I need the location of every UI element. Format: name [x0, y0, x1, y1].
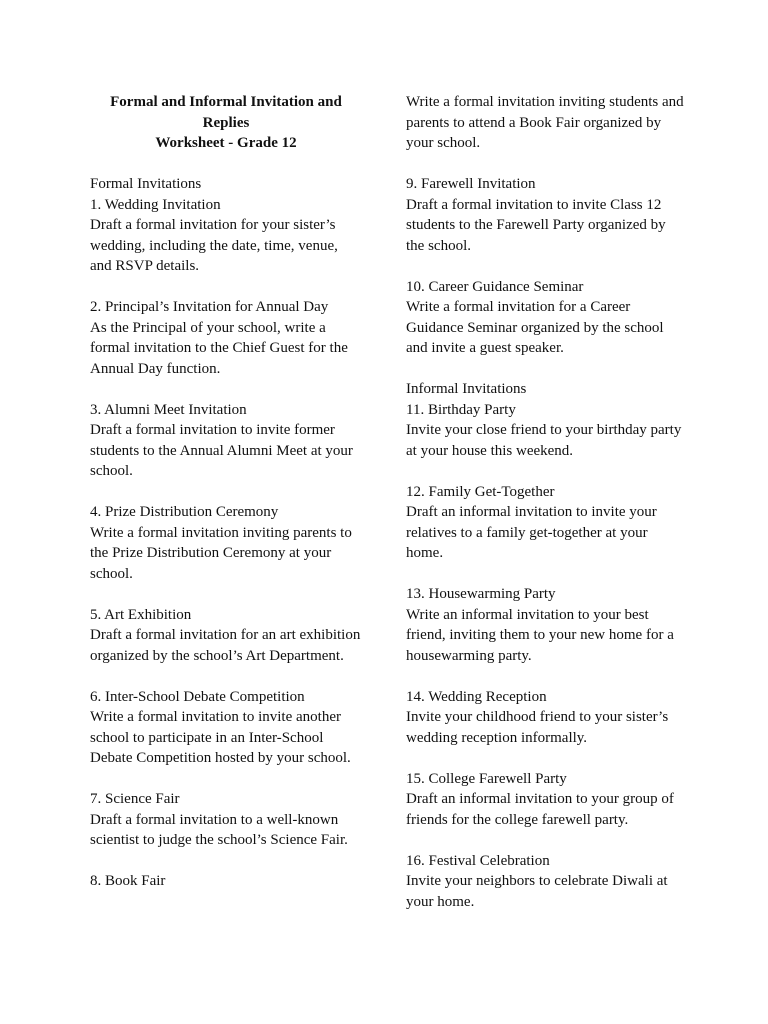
page-subtitle: Worksheet - Grade 12: [155, 135, 297, 151]
page-title-line2: Replies: [202, 114, 250, 131]
item-body: Invite your close friend to your birthday party at your house this weekend.: [406, 422, 682, 459]
list-item: [406, 482, 684, 564]
item-body: Write an informal invitation to your best friend, inviting them to your new home for a housewarming party.: [406, 606, 674, 664]
item-body: Invite your childhood friend to your sister’s wedding reception informally.: [406, 709, 669, 746]
list-item: [90, 297, 362, 379]
item-heading: 8. Book Fair: [90, 873, 166, 889]
item-body: Invite your neighbors to celebrate Diwali at your home.: [406, 873, 668, 910]
item-heading: 14. Wedding Reception: [406, 688, 547, 705]
title-block: [90, 92, 362, 154]
item-heading: 15. College Farewell Party: [406, 770, 567, 787]
list-item: [90, 195, 362, 277]
item-heading: 6. Inter-School Debate Competition: [90, 688, 305, 705]
item-heading: 5. Art Exhibition: [90, 606, 192, 623]
item-body-continued: Write a formal invitation inviting students and parents to attend a Book Fair organized by your school.: [406, 94, 684, 151]
page-title-line1: Formal and Informal Invitation and: [110, 94, 342, 110]
left-column: [90, 92, 362, 892]
list-item: [406, 174, 684, 256]
item-body: Write a formal invitation to invite another school to participate in an Inter-School Debate Competition hosted by your school.: [90, 709, 351, 766]
list-item: [90, 789, 362, 851]
item-heading: 2. Principal’s Invitation for Annual Day: [90, 299, 329, 315]
item-heading: 1. Wedding Invitation: [90, 196, 221, 213]
item-body: Draft an informal invitation to your group of friends for the college farewell party.: [406, 791, 674, 828]
list-item: [406, 687, 684, 749]
item-heading: 10. Career Guidance Seminar: [406, 278, 584, 295]
list-item: [90, 687, 362, 769]
item-body: Draft an informal invitation to invite your relatives to a family get-together at your home.: [406, 504, 657, 561]
section-heading-informal: Informal Invitations: [406, 381, 527, 397]
list-item: [90, 502, 362, 584]
list-item: [406, 769, 684, 831]
item-body: Draft a formal invitation to a well-known scientist to judge the school’s Science Fair.: [90, 811, 348, 848]
item-body: Write a formal invitation inviting parents to the Prize Distribution Ceremony at your school.: [90, 524, 352, 582]
list-item: [90, 605, 362, 667]
item-heading: 13. Housewarming Party: [406, 586, 556, 602]
item-heading: 11. Birthday Party: [406, 401, 516, 418]
item-heading: 3. Alumni Meet Invitation: [90, 401, 247, 418]
section-heading-formal: Formal Invitations: [90, 176, 202, 192]
item-body: Draft a formal invitation to invite former students to the Annual Alumni Meet at your school.: [90, 422, 353, 479]
item-heading: 9. Farewell Invitation: [406, 176, 536, 192]
item-body: Draft a formal invitation to invite Class 12 students to the Farewell Party organized by the school.: [406, 196, 666, 254]
item-body: Draft a formal invitation for an art exhibition organized by the school’s Art Department.: [90, 627, 361, 664]
item-heading: 7. Science Fair: [90, 791, 180, 807]
item-body: Draft a formal invitation for your sister’s wedding, including the date, time, venue, and RSVP details.: [90, 217, 338, 274]
item-body: Write a formal invitation for a Career Guidance Seminar organized by the school and invite a guest speaker.: [406, 299, 664, 356]
list-item: [406, 277, 684, 359]
item-heading: 16. Festival Celebration: [406, 852, 550, 869]
item-body: As the Principal of your school, write a formal invitation to the Chief Guest for the Annual Day function.: [90, 319, 348, 377]
list-item: [406, 851, 684, 913]
list-item: [406, 400, 684, 462]
item-heading: 12. Family Get-Together: [406, 483, 555, 500]
list-item: [90, 400, 362, 482]
item-heading: 4. Prize Distribution Ceremony: [90, 504, 279, 520]
list-item: [406, 584, 684, 666]
right-column: [406, 92, 684, 933]
